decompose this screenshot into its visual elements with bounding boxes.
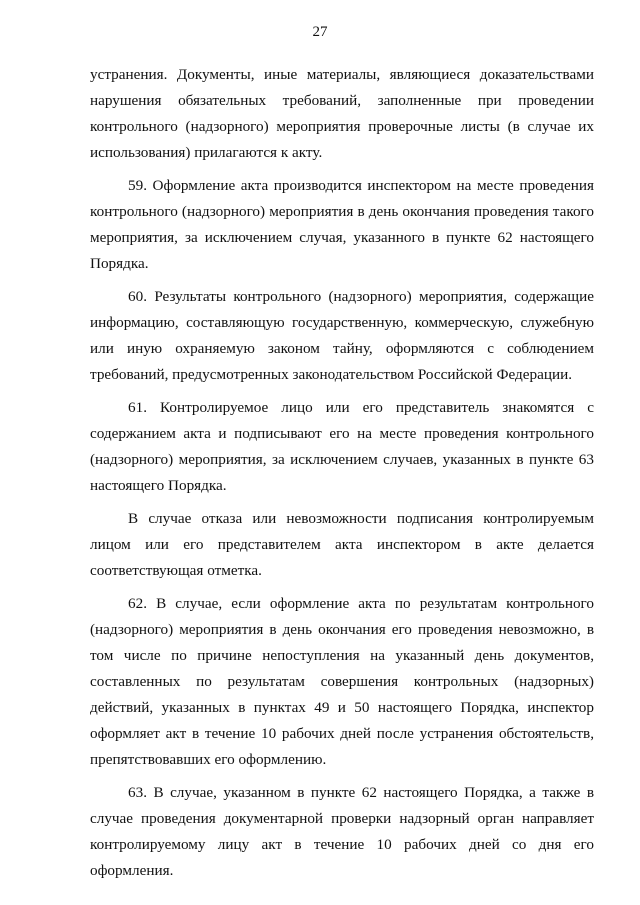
paragraph-61: 61. Контролируемое лицо или его представитель знакомятся с содержанием акта и подписывают его на месте проведения контрольного (надзорного) мероприятия, за исключением случаев, указанных в пункте 63 настоящего Порядка.	[90, 399, 594, 494]
paragraph-59: 59. Оформление акта производится инспектором на месте проведения контрольного (надзорного) мероприятия в день окончания проведения такого мероприятия, за исключением случая, указанного в пункте 62 настоящего Порядка.	[90, 177, 594, 272]
paragraph-continuation: устранения. Документы, иные материалы, являющиеся доказательствами нарушения обязательных требований, заполненные при проведении контрольного (надзорного) мероприятия проверочные листы (в случае их использования) прилагаются к акту.	[90, 66, 594, 161]
document-body	[90, 62, 594, 884]
paragraph-61-refusal: В случае отказа или невозможности подписания контролируемым лицом или его представителем акта инспектором в акте делается соответствующая отметка.	[90, 510, 594, 579]
paragraph-60: 60. Результаты контрольного (надзорного) мероприятия, содержащие информацию, составляющую государственную, коммерческую, служебную или иную охраняемую законом тайну, оформляются с соблюдением требований, предусмотренных законодательством Российской Федерации.	[90, 288, 594, 383]
paragraph-63: 63. В случае, указанном в пункте 62 настоящего Порядка, а также в случае проведения документарной проверки надзорный орган направляет контролируемому лицу акт в течение 10 рабочих дней со дня его оформления.	[90, 784, 594, 879]
page-number: 27	[312, 24, 328, 40]
paragraph-62: 62. В случае, если оформление акта по результатам контрольного (надзорного) мероприятия в день окончания его проведения невозможно, в том числе по причине непоступления на указанный день документов, составленных по результатам совершения контрольных (надзорных) действий, указанных в пунктах 49 и 50 настоящего Порядка, инспектор оформляет акт в течение 10 рабочих дней после устранения обстоятельств, препятствовавших его оформлению.	[90, 595, 594, 768]
